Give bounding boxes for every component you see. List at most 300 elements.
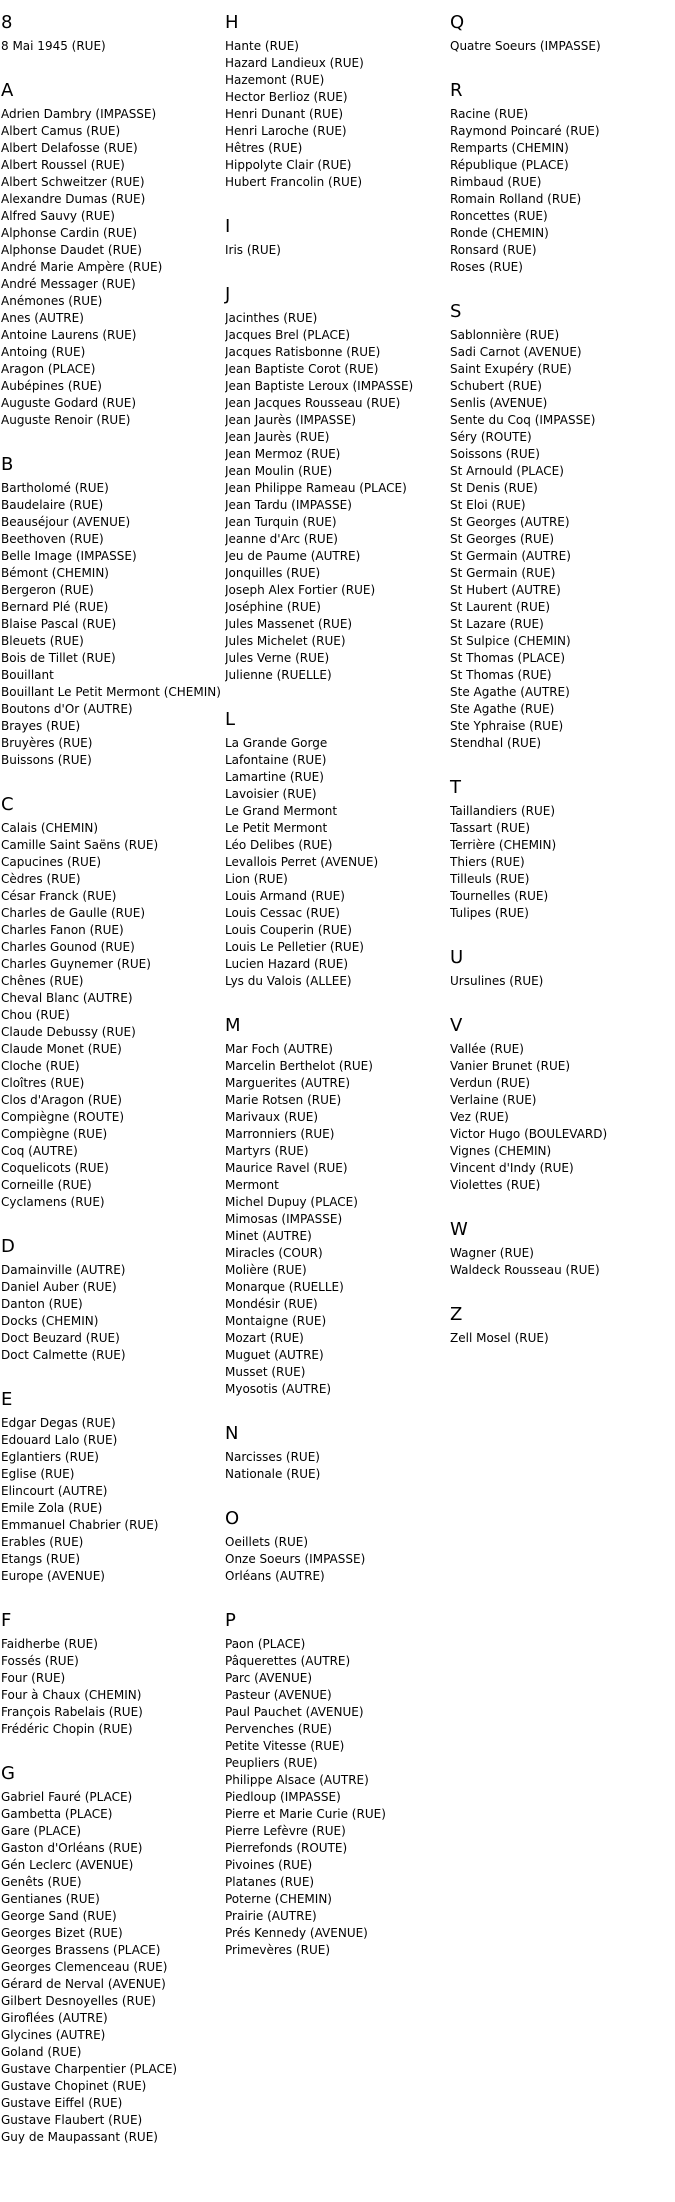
street-link[interactable]: Pierre et Marie Curie (RUE): [225, 1807, 386, 1821]
street-link[interactable]: Charles Gounod (RUE): [1, 940, 135, 954]
street-link[interactable]: Mermont: [225, 1178, 279, 1192]
street-link[interactable]: Chênes (RUE): [1, 974, 84, 988]
street-list-item: [450, 361, 670, 378]
street-list-item: [225, 1058, 445, 1075]
street-list-item: [1, 1347, 221, 1364]
street-link[interactable]: St Lazare (RUE): [450, 617, 544, 631]
street-link[interactable]: Ste Agathe (AUTRE): [450, 685, 570, 699]
street-link[interactable]: Adrien Dambry (IMPASSE): [1, 107, 157, 121]
street-link[interactable]: St Georges (RUE): [450, 532, 555, 546]
street-link[interactable]: Aubépines (RUE): [1, 379, 102, 393]
street-link[interactable]: Tassart (RUE): [450, 821, 531, 835]
street-link[interactable]: Claude Monet (RUE): [1, 1042, 122, 1056]
street-list-item: [225, 1568, 445, 1585]
street-link[interactable]: Alphonse Cardin (RUE): [1, 226, 138, 240]
street-link[interactable]: Tulipes (RUE): [450, 906, 529, 920]
street-link[interactable]: Oeillets (RUE): [225, 1535, 309, 1549]
street-link[interactable]: Louis Cessac (RUE): [225, 906, 340, 920]
street-link[interactable]: Senlis (AVENUE): [450, 396, 548, 410]
street-link[interactable]: Taillandiers (RUE): [450, 804, 556, 818]
street-link[interactable]: Maurice Ravel (RUE): [225, 1161, 348, 1175]
street-link[interactable]: Schubert (RUE): [450, 379, 542, 393]
street-link[interactable]: St Denis (RUE): [450, 481, 538, 495]
street-link[interactable]: Albert Roussel (RUE): [1, 158, 125, 172]
street-link[interactable]: Myosotis (AUTRE): [225, 1382, 332, 1396]
section-letter-heading: R: [450, 80, 463, 101]
street-link[interactable]: St Sulpice (CHEMIN): [450, 634, 571, 648]
street-list-item: [225, 1755, 445, 1772]
street-link[interactable]: Alphonse Daudet (RUE): [1, 243, 142, 257]
street-link[interactable]: Aragon (PLACE): [1, 362, 96, 376]
street-link[interactable]: Paon (PLACE): [225, 1637, 306, 1651]
street-link[interactable]: Antoine Laurens (RUE): [1, 328, 137, 342]
street-list-item: [225, 1092, 445, 1109]
street-link[interactable]: Gén Leclerc (AVENUE): [1, 1858, 134, 1872]
street-link[interactable]: Europe (AVENUE): [1, 1569, 105, 1583]
street-list: [450, 1041, 670, 1194]
street-list-item: [225, 1857, 445, 1874]
street-link[interactable]: Charles Fanon (RUE): [1, 923, 124, 937]
street-link[interactable]: St Arnould (PLACE): [450, 464, 564, 478]
street-link[interactable]: Bleuets (RUE): [1, 634, 84, 648]
street-link[interactable]: Capucines (RUE): [1, 855, 102, 869]
street-link[interactable]: Bergeron (RUE): [1, 583, 94, 597]
street-link[interactable]: Marguerites (AUTRE): [225, 1076, 351, 1090]
street-list-item: [225, 905, 445, 922]
street-link[interactable]: Parc (AVENUE): [225, 1671, 313, 1685]
street-link[interactable]: Roses (RUE): [450, 260, 523, 274]
section-letter-heading: E: [1, 1389, 13, 1410]
street-link[interactable]: Lafontaine (RUE): [225, 753, 327, 767]
street-link[interactable]: Cloche (RUE): [1, 1059, 80, 1073]
street-link[interactable]: Gentianes (RUE): [1, 1892, 100, 1906]
street-link[interactable]: Gilbert Desnoyelles (RUE): [1, 1994, 156, 2008]
street-link[interactable]: Monarque (RUELLE): [225, 1280, 344, 1294]
street-link[interactable]: François Rabelais (RUE): [1, 1705, 143, 1719]
street-link[interactable]: Charles de Gaulle (RUE): [1, 906, 146, 920]
street-link[interactable]: Hubert Francolin (RUE): [225, 175, 363, 189]
street-link[interactable]: Jacinthes (RUE): [225, 311, 318, 325]
street-list-item: [450, 497, 670, 514]
street-link[interactable]: Paul Pauchet (AVENUE): [225, 1705, 364, 1719]
street-link[interactable]: Brayes (RUE): [1, 719, 81, 733]
street-link[interactable]: Calais (CHEMIN): [1, 821, 99, 835]
street-list-item: [450, 820, 670, 837]
street-link[interactable]: République (PLACE): [450, 158, 569, 172]
street-link[interactable]: Jean Tardu (IMPASSE): [225, 498, 352, 512]
street-link[interactable]: Chou (RUE): [1, 1008, 70, 1022]
street-link[interactable]: Four (RUE): [1, 1671, 66, 1685]
street-link[interactable]: Nationale (RUE): [225, 1467, 321, 1481]
street-link[interactable]: Sablonnière (RUE): [450, 328, 560, 342]
street-link[interactable]: Eglise (RUE): [1, 1467, 75, 1481]
street-link[interactable]: Four à Chaux (CHEMIN): [1, 1688, 142, 1702]
street-link[interactable]: Levallois Perret (AVENUE): [225, 855, 379, 869]
street-list-item: [1, 191, 221, 208]
street-link[interactable]: Hazard Landieux (RUE): [225, 56, 364, 70]
street-link[interactable]: St Thomas (PLACE): [450, 651, 566, 665]
street-link[interactable]: Auguste Godard (RUE): [1, 396, 137, 410]
street-link[interactable]: Thiers (RUE): [450, 855, 525, 869]
street-list-item: [450, 1092, 670, 1109]
street-link[interactable]: Bois de Tillet (RUE): [1, 651, 116, 665]
street-link[interactable]: Jules Verne (RUE): [225, 651, 330, 665]
street-link[interactable]: Marcelin Berthelot (RUE): [225, 1059, 373, 1073]
street-link[interactable]: 8 Mai 1945 (RUE): [1, 39, 106, 53]
street-link[interactable]: Muguet (AUTRE): [225, 1348, 324, 1362]
street-link[interactable]: Jacques Ratisbonne (RUE): [225, 345, 381, 359]
street-link[interactable]: Boutons d'Or (AUTRE): [1, 702, 133, 716]
street-link[interactable]: Damainville (AUTRE): [1, 1263, 126, 1277]
street-link[interactable]: André Marie Ampère (RUE): [1, 260, 163, 274]
street-link[interactable]: Primevères (RUE): [225, 1943, 331, 1957]
street-link[interactable]: Blaise Pascal (RUE): [1, 617, 117, 631]
street-link[interactable]: Vanier Brunet (RUE): [450, 1059, 571, 1073]
street-link[interactable]: Albert Camus (RUE): [1, 124, 121, 138]
street-link[interactable]: Louis Le Pelletier (RUE): [225, 940, 364, 954]
street-link[interactable]: Frédéric Chopin (RUE): [1, 1722, 133, 1736]
street-link[interactable]: Sente du Coq (IMPASSE): [450, 413, 596, 427]
street-list-item: [1, 837, 221, 854]
street-link[interactable]: Le Grand Mermont: [225, 804, 338, 818]
street-link[interactable]: Beauséjour (AVENUE): [1, 515, 131, 529]
street-link[interactable]: St Georges (AUTRE): [450, 515, 570, 529]
street-list-item: [1, 1670, 221, 1687]
street-link[interactable]: Louis Couperin (RUE): [225, 923, 352, 937]
street-link[interactable]: Georges Clemenceau (RUE): [1, 1960, 168, 1974]
street-link[interactable]: Buissons (RUE): [1, 753, 92, 767]
street-link[interactable]: Michel Dupuy (PLACE): [225, 1195, 358, 1209]
street-list-item: [225, 888, 445, 905]
street-list-item: [225, 344, 445, 361]
street-link[interactable]: Pivoines (RUE): [225, 1858, 313, 1872]
street-link[interactable]: Raymond Poincaré (RUE): [450, 124, 600, 138]
street-list-item: [450, 378, 670, 395]
street-link[interactable]: Mondésir (RUE): [225, 1297, 318, 1311]
street-list-item: [225, 735, 445, 752]
street-link[interactable]: Georges Bizet (RUE): [1, 1926, 123, 1940]
letter-section: [1, 790, 221, 1211]
street-link[interactable]: Ronde (CHEMIN): [450, 226, 549, 240]
street-link[interactable]: Jean Mermoz (RUE): [225, 447, 341, 461]
street-link[interactable]: Bouillant: [1, 668, 54, 682]
street-link[interactable]: Joseph Alex Fortier (RUE): [225, 583, 376, 597]
street-link[interactable]: Eglantiers (RUE): [1, 1450, 99, 1464]
street-list-item: [225, 1670, 445, 1687]
street-link[interactable]: Hante (RUE): [225, 39, 299, 53]
street-list-item: [450, 191, 670, 208]
street-link[interactable]: St Eloi (RUE): [450, 498, 526, 512]
street-link[interactable]: Belle Image (IMPASSE): [1, 549, 137, 563]
street-link[interactable]: Lamartine (RUE): [225, 770, 324, 784]
street-link[interactable]: Pierrefonds (ROUTE): [225, 1841, 348, 1855]
street-link[interactable]: St Hubert (AUTRE): [450, 583, 561, 597]
street-link[interactable]: Mozart (RUE): [225, 1331, 304, 1345]
letter-section: [1, 1606, 221, 1738]
street-link[interactable]: Bouillant Le Petit Mermont (CHEMIN): [1, 685, 221, 699]
street-list-item: [225, 548, 445, 565]
street-link[interactable]: Alfred Sauvy (RUE): [1, 209, 115, 223]
street-link[interactable]: Doct Calmette (RUE): [1, 1348, 126, 1362]
street-list-item: [225, 1262, 445, 1279]
street-list-item: [225, 157, 445, 174]
street-link[interactable]: Docks (CHEMIN): [1, 1314, 99, 1328]
letter-section: [450, 943, 670, 990]
street-link[interactable]: Verlaine (RUE): [450, 1093, 537, 1107]
street-link[interactable]: Tilleuls (RUE): [450, 872, 530, 886]
street-link[interactable]: Compiègne (ROUTE): [1, 1110, 125, 1124]
street-link[interactable]: Tournelles (RUE): [450, 889, 549, 903]
street-link[interactable]: Zell Mosel (RUE): [450, 1331, 549, 1345]
street-link[interactable]: Saint Exupéry (RUE): [450, 362, 572, 376]
street-link[interactable]: Henri Laroche (RUE): [225, 124, 347, 138]
street-list-item: [1, 310, 221, 327]
street-link[interactable]: Vallée (RUE): [450, 1042, 524, 1056]
street-link[interactable]: Marie Rotsen (RUE): [225, 1093, 342, 1107]
street-link[interactable]: Gambetta (PLACE): [1, 1807, 113, 1821]
street-link[interactable]: Petite Vitesse (RUE): [225, 1739, 345, 1753]
street-link[interactable]: Gérard de Nerval (AVENUE): [1, 1977, 166, 1991]
street-link[interactable]: Pierre Lefèvre (RUE): [225, 1824, 346, 1838]
street-link[interactable]: Cèdres (RUE): [1, 872, 81, 886]
street-link[interactable]: Georges Brassens (PLACE): [1, 1943, 161, 1957]
street-link[interactable]: Joséphine (RUE): [225, 600, 321, 614]
street-list-item: [225, 1109, 445, 1126]
street-link[interactable]: Camille Saint Saëns (RUE): [1, 838, 159, 852]
street-link[interactable]: Marivaux (RUE): [225, 1110, 319, 1124]
street-link[interactable]: Montaigne (RUE): [225, 1314, 327, 1328]
street-link[interactable]: Ste Agathe (RUE): [450, 702, 555, 716]
street-link[interactable]: Terrière (CHEMIN): [450, 838, 557, 852]
street-link[interactable]: Louis Armand (RUE): [225, 889, 345, 903]
street-link[interactable]: Jules Massenet (RUE): [225, 617, 353, 631]
street-link[interactable]: Lys du Valois (ALLEE): [225, 974, 352, 988]
street-link[interactable]: Jean Jaurès (IMPASSE): [225, 413, 357, 427]
street-list: [225, 310, 445, 684]
street-link[interactable]: Bémont (CHEMIN): [1, 566, 109, 580]
street-link[interactable]: Antoing (RUE): [1, 345, 86, 359]
street-link[interactable]: St Laurent (RUE): [450, 600, 551, 614]
street-list-item: [1, 497, 221, 514]
street-link[interactable]: Julienne (RUELLE): [225, 668, 332, 682]
street-link[interactable]: Molière (RUE): [225, 1263, 307, 1277]
street-link[interactable]: Baudelaire (RUE): [1, 498, 104, 512]
street-list-item: [1, 531, 221, 548]
street-link[interactable]: Romain Rolland (RUE): [450, 192, 582, 206]
street-link[interactable]: Léo Delibes (RUE): [225, 838, 333, 852]
street-link[interactable]: Stendhal (RUE): [450, 736, 542, 750]
street-link[interactable]: Séry (ROUTE): [450, 430, 532, 444]
street-link[interactable]: Ste Yphraise (RUE): [450, 719, 564, 733]
street-link[interactable]: Gabriel Fauré (PLACE): [1, 1790, 133, 1804]
street-link[interactable]: Mar Foch (AUTRE): [225, 1042, 333, 1056]
street-link[interactable]: Jean Turquin (RUE): [225, 515, 337, 529]
street-link[interactable]: Vignes (CHEMIN): [450, 1144, 552, 1158]
street-link[interactable]: Jean Philippe Rameau (PLACE): [225, 481, 407, 495]
street-link[interactable]: Wagner (RUE): [450, 1246, 534, 1260]
street-link[interactable]: Philippe Alsace (AUTRE): [225, 1773, 369, 1787]
street-link[interactable]: Poterne (CHEMIN): [225, 1892, 332, 1906]
street-link[interactable]: Mimosas (IMPASSE): [225, 1212, 343, 1226]
street-link[interactable]: Minet (AUTRE): [225, 1229, 312, 1243]
street-link[interactable]: Goland (RUE): [1, 2045, 82, 2059]
street-link[interactable]: Gustave Charpentier (PLACE): [1, 2062, 178, 2076]
street-link[interactable]: Peupliers (RUE): [225, 1756, 318, 1770]
street-link[interactable]: Clos d'Aragon (RUE): [1, 1093, 122, 1107]
street-link[interactable]: Jonquilles (RUE): [225, 566, 321, 580]
street-link[interactable]: Coq (AUTRE): [1, 1144, 78, 1158]
street-link[interactable]: Vez (RUE): [450, 1110, 509, 1124]
street-link[interactable]: Jean Baptiste Corot (RUE): [225, 362, 379, 376]
street-link[interactable]: Henri Dunant (RUE): [225, 107, 344, 121]
street-link[interactable]: Rimbaud (RUE): [450, 175, 542, 189]
street-link[interactable]: Pasteur (AVENUE): [225, 1688, 332, 1702]
street-link[interactable]: Daniel Auber (RUE): [1, 1280, 117, 1294]
street-link[interactable]: Glycines (AUTRE): [1, 2028, 106, 2042]
street-link[interactable]: Cloîtres (RUE): [1, 1076, 85, 1090]
street-link[interactable]: Anémones (RUE): [1, 294, 103, 308]
street-link[interactable]: Waldeck Rousseau (RUE): [450, 1263, 600, 1277]
street-list: [1, 820, 221, 1211]
street-link[interactable]: Hector Berlioz (RUE): [225, 90, 348, 104]
street-link[interactable]: Albert Schweitzer (RUE): [1, 175, 145, 189]
street-list-item: [450, 905, 670, 922]
street-link[interactable]: Prairie (AUTRE): [225, 1909, 317, 1923]
street-link[interactable]: Edgar Degas (RUE): [1, 1416, 116, 1430]
street-list-item: [225, 1347, 445, 1364]
street-link[interactable]: Marronniers (RUE): [225, 1127, 335, 1141]
street-link[interactable]: Jean Baptiste Leroux (IMPASSE): [225, 379, 414, 393]
street-link[interactable]: Lion (RUE): [225, 872, 288, 886]
street-link[interactable]: Gaston d'Orléans (RUE): [1, 1841, 143, 1855]
street-link[interactable]: Doct Beuzard (RUE): [1, 1331, 120, 1345]
street-link[interactable]: Guy de Maupassant (RUE): [1, 2130, 158, 2144]
street-link[interactable]: Gustave Chopinet (RUE): [1, 2079, 147, 2093]
street-link[interactable]: Prés Kennedy (AVENUE): [225, 1926, 368, 1940]
street-link[interactable]: St Germain (AUTRE): [450, 549, 571, 563]
street-link[interactable]: Gare (PLACE): [1, 1824, 82, 1838]
street-link[interactable]: Gustave Eiffel (RUE): [1, 2096, 123, 2110]
street-link[interactable]: Ronsard (RUE): [450, 243, 537, 257]
street-list-item: [225, 1075, 445, 1092]
street-link[interactable]: Racine (RUE): [450, 107, 529, 121]
street-list-item: [450, 106, 670, 123]
street-link[interactable]: Le Petit Mermont: [225, 821, 328, 835]
street-link[interactable]: Coquelicots (RUE): [1, 1161, 109, 1175]
street-link[interactable]: Cyclamens (RUE): [1, 1195, 105, 1209]
street-list-item: [225, 1143, 445, 1160]
street-link[interactable]: Auguste Renoir (RUE): [1, 413, 131, 427]
street-link[interactable]: Alexandre Dumas (RUE): [1, 192, 146, 206]
street-list-item: [1, 939, 221, 956]
street-link[interactable]: Gustave Flaubert (RUE): [1, 2113, 143, 2127]
street-link[interactable]: Hêtres (RUE): [225, 141, 303, 155]
street-link[interactable]: Anes (AUTRE): [1, 311, 84, 325]
street-link[interactable]: Miracles (COUR): [225, 1246, 323, 1260]
street-link[interactable]: Faidherbe (RUE): [1, 1637, 98, 1651]
street-link[interactable]: Pâquerettes (AUTRE): [225, 1654, 351, 1668]
street-link[interactable]: Bartholomé (RUE): [1, 481, 109, 495]
street-link[interactable]: Lucien Hazard (RUE): [225, 957, 349, 971]
street-link[interactable]: Claude Debussy (RUE): [1, 1025, 136, 1039]
street-link[interactable]: Jean Jacques Rousseau (RUE): [225, 396, 401, 410]
letter-section: [1, 76, 221, 429]
street-link[interactable]: Jules Michelet (RUE): [225, 634, 346, 648]
street-link[interactable]: Genêts (RUE): [1, 1875, 82, 1889]
street-link[interactable]: Quatre Soeurs (IMPASSE): [450, 39, 601, 53]
street-link[interactable]: Ursulines (RUE): [450, 974, 544, 988]
street-list-item: [225, 667, 445, 684]
street-list-item: [1, 1806, 221, 1823]
street-link[interactable]: Orléans (AUTRE): [225, 1569, 325, 1583]
street-link[interactable]: Emile Zola (RUE): [1, 1501, 103, 1515]
street-link[interactable]: Bruyères (RUE): [1, 736, 93, 750]
street-link[interactable]: Martyrs (RUE): [225, 1144, 309, 1158]
street-link[interactable]: Violettes (RUE): [450, 1178, 541, 1192]
street-link[interactable]: César Franck (RUE): [1, 889, 117, 903]
street-link[interactable]: George Sand (RUE): [1, 1909, 117, 1923]
street-link[interactable]: Etangs (RUE): [1, 1552, 80, 1566]
street-link[interactable]: Corneille (RUE): [1, 1178, 92, 1192]
street-link[interactable]: Piedloup (IMPASSE): [225, 1790, 341, 1804]
street-list-item: [450, 1177, 670, 1194]
street-link[interactable]: Emmanuel Chabrier (RUE): [1, 1518, 159, 1532]
street-link[interactable]: St Thomas (RUE): [450, 668, 552, 682]
street-link[interactable]: St Germain (RUE): [450, 566, 556, 580]
street-link[interactable]: Vincent d'Indy (RUE): [450, 1161, 574, 1175]
street-link[interactable]: Musset (RUE): [225, 1365, 306, 1379]
street-link[interactable]: Narcisses (RUE): [225, 1450, 320, 1464]
street-link[interactable]: Jeanne d'Arc (RUE): [225, 532, 338, 546]
street-link[interactable]: Beethoven (RUE): [1, 532, 104, 546]
street-link[interactable]: Verdun (RUE): [450, 1076, 531, 1090]
street-list-item: [450, 1262, 670, 1279]
street-link[interactable]: André Messager (RUE): [1, 277, 136, 291]
street-link[interactable]: Danton (RUE): [1, 1297, 83, 1311]
street-link[interactable]: Sadi Carnot (AVENUE): [450, 345, 582, 359]
street-link[interactable]: Charles Guynemer (RUE): [1, 957, 151, 971]
street-link[interactable]: Hippolyte Clair (RUE): [225, 158, 352, 172]
street-list-item: [1, 2061, 221, 2078]
street-link[interactable]: Pervenches (RUE): [225, 1722, 332, 1736]
street-link[interactable]: Remparts (CHEMIN): [450, 141, 569, 155]
street-link[interactable]: Roncettes (RUE): [450, 209, 548, 223]
street-link[interactable]: Giroflées (AUTRE): [1, 2011, 108, 2025]
street-link[interactable]: Jacques Brel (PLACE): [225, 328, 351, 342]
street-link[interactable]: Bernard Plé (RUE): [1, 600, 109, 614]
street-link[interactable]: Jeu de Paume (AUTRE): [225, 549, 361, 563]
street-link[interactable]: Elincourt (AUTRE): [1, 1484, 108, 1498]
street-link[interactable]: Edouard Lalo (RUE): [1, 1433, 118, 1447]
street-link[interactable]: Lavoisier (RUE): [225, 787, 317, 801]
street-link[interactable]: Iris (RUE): [225, 243, 281, 257]
street-link[interactable]: Jean Jaurès (RUE): [225, 430, 330, 444]
street-link[interactable]: Erables (RUE): [1, 1535, 84, 1549]
street-link[interactable]: Soissons (RUE): [450, 447, 540, 461]
street-link[interactable]: La Grande Gorge: [225, 736, 328, 750]
street-link[interactable]: Onze Soeurs (IMPASSE): [225, 1552, 366, 1566]
street-link[interactable]: Hazemont (RUE): [225, 73, 325, 87]
street-link[interactable]: Platanes (RUE): [225, 1875, 315, 1889]
street-list-item: [225, 123, 445, 140]
street-link[interactable]: Albert Delafosse (RUE): [1, 141, 138, 155]
street-link[interactable]: Compiègne (RUE): [1, 1127, 108, 1141]
street-link[interactable]: Fossés (RUE): [1, 1654, 79, 1668]
street-list-item: [450, 1075, 670, 1092]
street-link[interactable]: Jean Moulin (RUE): [225, 464, 333, 478]
street-link[interactable]: Cheval Blanc (AUTRE): [1, 991, 133, 1005]
street-link[interactable]: Victor Hugo (BOULEVARD): [450, 1127, 608, 1141]
